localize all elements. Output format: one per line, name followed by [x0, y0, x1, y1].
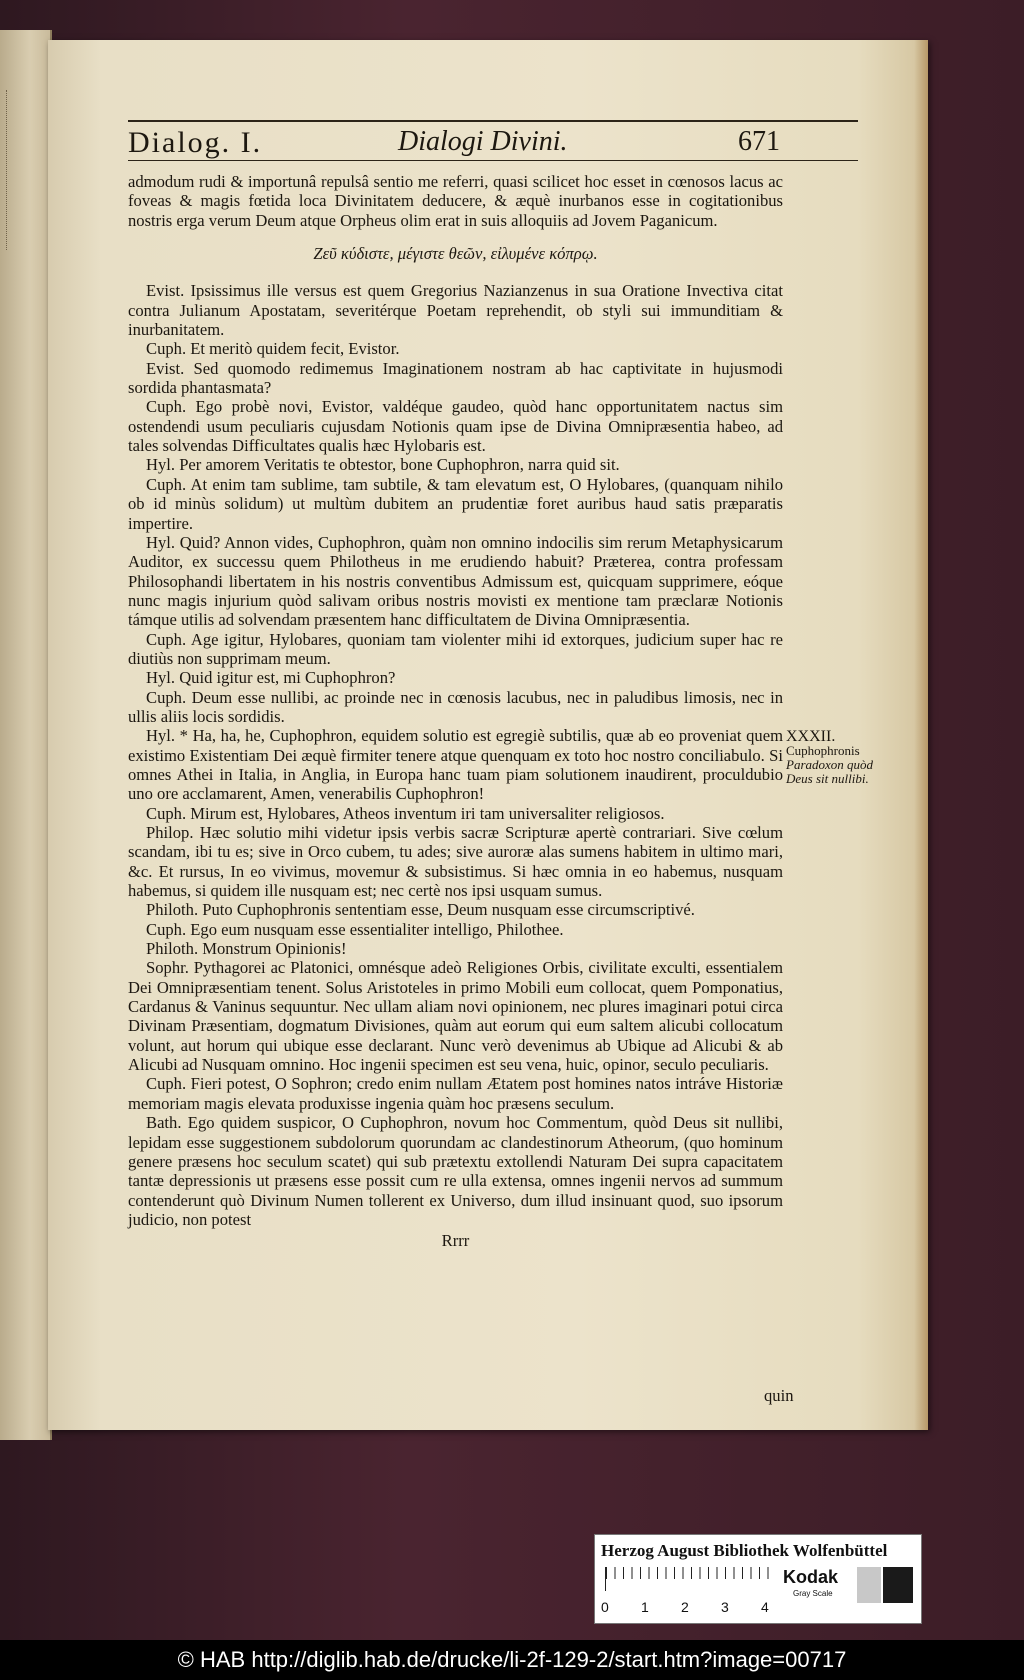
- paragraph: Evist. Ipsissimus ille versus est quem Gregorius Nazianzenus in sua Oratione Invectiva citat contra Julianum Apostatam, severitérque Poetam reprehendit, ob styli sui immunditiam & inurbanitatem.: [128, 281, 783, 340]
- running-head-title: Dialogi Divini.: [398, 126, 568, 157]
- paragraph: Cuph. Fieri potest, O Sophron; credo enim nullam Ætatem post homines natos intráve Historiæ memoriam magis elevata produxisse ingenia quàm hoc præsens seculum.: [128, 1074, 783, 1113]
- paragraph: Philop. Hæc solutio mihi videtur ipsis verbis sacræ Scripturæ apertè contrariari. Sive cœlum scandam, ibi tu es; sive in Orco cubem, tu ades; sive auroræ alas sumens habitem in ultimo mari, &c. Et rursus, In eo vivimus, movemur & subsistimus. Si hæc omnia in eo habemus, nusquam habemus, si quidem ille nusquam est; nec certè nos ipsi usquam sumus.: [128, 823, 783, 901]
- paragraph: Hyl. Quid igitur est, mi Cuphophron?: [146, 668, 396, 688]
- ruler-label: 0: [601, 1599, 609, 1615]
- paragraph: Cuph. Ego eum nusquam esse essentialiter intelligo, Philothee.: [146, 919, 564, 939]
- paragraph: Cuph. At enim tam sublime, tam subtile, & tam elevatum est, O Hylobares, (quanquam nihilo ob id minùs solidum) ut multùm dubitem an prudentiæ foret auribus haud satis præparatis impertire.: [128, 474, 783, 533]
- page-number: 671: [738, 126, 780, 157]
- paragraph: admodum rudi & importunâ repulsâ sentio me referri, quasi scilicet hoc esset in cœnosos lacus ac foveas & magis fœtida loca Divinitatem deducere, & æquè inurbanos esse in cogitationibus nostris erga verum Deum atque Orpheus olim erat in suis alloquiis ad Jovem Paganicum.: [128, 172, 783, 230]
- paragraph: Sophr. Pythagorei ac Platonici, omnésque adeò Religiones Orbis, civilitate exculti, essentialem Dei Omnipræsentiam tenent. Solus Aristoteles in primo Mobili eum collocat, quem Pomponatius, Cardanus & Vaninus sequuntur. Nec ullam aliam novi opinionem, nec plures imaginari potui circa Divinam Præsentiam, dogmatum Divisiones, quàm aut eorum qui eum saltem alicubi collocatum volunt, aut horum qui ubique esse declarant. Nunc verò devenimus ab Ubique ad Alicubi & ab Alicubi ad Nusquam omnino. Hoc ingenii specimen est seu vena, huic, opinor, seculo peculiaris.: [128, 958, 783, 1075]
- margin-note: [786, 730, 876, 786]
- left-page-edge: [0, 30, 52, 1440]
- paragraph: Philoth. Monstrum Opinionis!: [146, 939, 347, 959]
- color-calibration-card: [594, 1534, 922, 1624]
- ruler-label: 3: [721, 1599, 729, 1615]
- signature-mark: Rrrr: [441, 1231, 470, 1251]
- copyright-footer: © HAB http://diglib.hab.de/drucke/li-2f-129-2/start.htm?image=00717: [0, 1640, 1024, 1680]
- gray-patch: [857, 1567, 881, 1603]
- paragraph: Cuph. Ego probè novi, Evistor, valdéque gaudeo, quòd hanc opportunitatem nactus sim ostendendi usum peculiaris cujusdam Notionis quam ipse de Divina Omnipræsentia habeo, ad tales solvendas Difficultates qualis hæc Hylobaris est.: [128, 397, 783, 456]
- paragraph: Hyl. * Ha, ha, he, Cuphophron, equidem solutio est egregiè subtilis, quæ ab eo proveniat quem existimo Existentiam Dei æquè firmiter tenere atque quenquam ex toto hoc nostro conciliabulo. Si omnes Athei in Italia, in Anglia, in Europa hanc tuam piam solutionem inaudirent, proculdubio uno ore acclamarent, Amen, venerabilis Cuphophron!: [128, 726, 783, 804]
- paragraph: Cuph. Deum esse nullibi, ac proinde nec in cœnosis lacubus, nec in paludibus limosis, nec in ullis aliis locis sordidis.: [128, 687, 783, 726]
- header-rule-bottom: [128, 160, 858, 161]
- page-edge-shading: [914, 40, 928, 1430]
- black-patch: [883, 1567, 913, 1603]
- paragraph: Hyl. Quid? Annon vides, Cuphophron, quàm non omnino indocilis sim rerum Metaphysicarum Auditor, ex successu quem Philotheus in me erudiendo habuit? Præterea, contra professam Philosophandi libertatem in his nostris conventibus Admissum est, quicquam supprimere, eóque nunc magis injurium quòd salivam oribus nostris movisti ex mentione tam præclaræ Notionis támque utilis ad solvendam præsentem hanc difficultatem de Divina Omnipræsentia.: [128, 532, 783, 630]
- paragraph: Evist. Sed quomodo redimemus Imaginationem nostram ab hac captivitate in hujusmodi sordida phantasmata?: [128, 358, 783, 398]
- gray-scale-label: Gray Scale: [793, 1589, 833, 1598]
- paragraph: Bath. Ego quidem suspicor, O Cuphophron, novum hoc Commentum, quòd Deus sit nullibi, lepidam esse suggestionem subdolorum quorundam ac clandestinorum Atheorum, (quo hominum genere præsens hoc seculum scatet) qui sub prætextu extollendi Naturam Dei supra capacitatem tantæ depressionis ut præsens esse possit cum re ulla extensa, omnes ingenii nervos ad summum contenderunt quò Divinum Numen tollerent ex Universo, dum illud insinuant quod, suo ipsorum judicio, non potest: [128, 1113, 783, 1229]
- catchword: quin: [764, 1386, 794, 1405]
- ruler-scale: [605, 1567, 776, 1591]
- book-page: [48, 40, 928, 1430]
- paragraph: Cuph. Mirum est, Hylobares, Atheos inventum iri tam universaliter religiosos.: [146, 803, 665, 823]
- ruler-label: 2: [681, 1599, 689, 1615]
- greek-verse: Ζεῦ κύδιστε, μέγιστε θεῶν, εἰλυμένε κόπρῳ.: [313, 244, 598, 264]
- paragraph: Philoth. Puto Cuphophronis sententiam esse, Deum nusquam esse circumscriptivé.: [146, 900, 695, 920]
- running-head-left: Dialog. I.: [128, 126, 263, 159]
- kodak-logo: Kodak: [783, 1567, 839, 1587]
- margin-note-number: XXXII.: [786, 728, 836, 745]
- paragraph: Cuph. Age igitur, Hylobares, quoniam tam violenter mihi id extorques, judicium super hac re diutiùs non supprimam meum.: [128, 629, 783, 668]
- header-rule-top: [128, 120, 858, 122]
- paragraph: Cuph. Et meritò quidem fecit, Evistor.: [146, 339, 400, 359]
- library-name: Herzog August Bibliothek Wolfenbüttel: [601, 1541, 888, 1560]
- margin-note-text: Paradoxon quòd Deus sit nullibi.: [786, 757, 874, 786]
- body-text: [128, 172, 783, 1251]
- paragraph: Hyl. Per amorem Veritatis te obtestor, bone Cuphophron, narra quid sit.: [146, 455, 620, 475]
- ruler-label: 1: [641, 1599, 649, 1615]
- ruler-label: 4: [761, 1599, 769, 1615]
- margin-note-name: Cuphophronis: [786, 743, 860, 758]
